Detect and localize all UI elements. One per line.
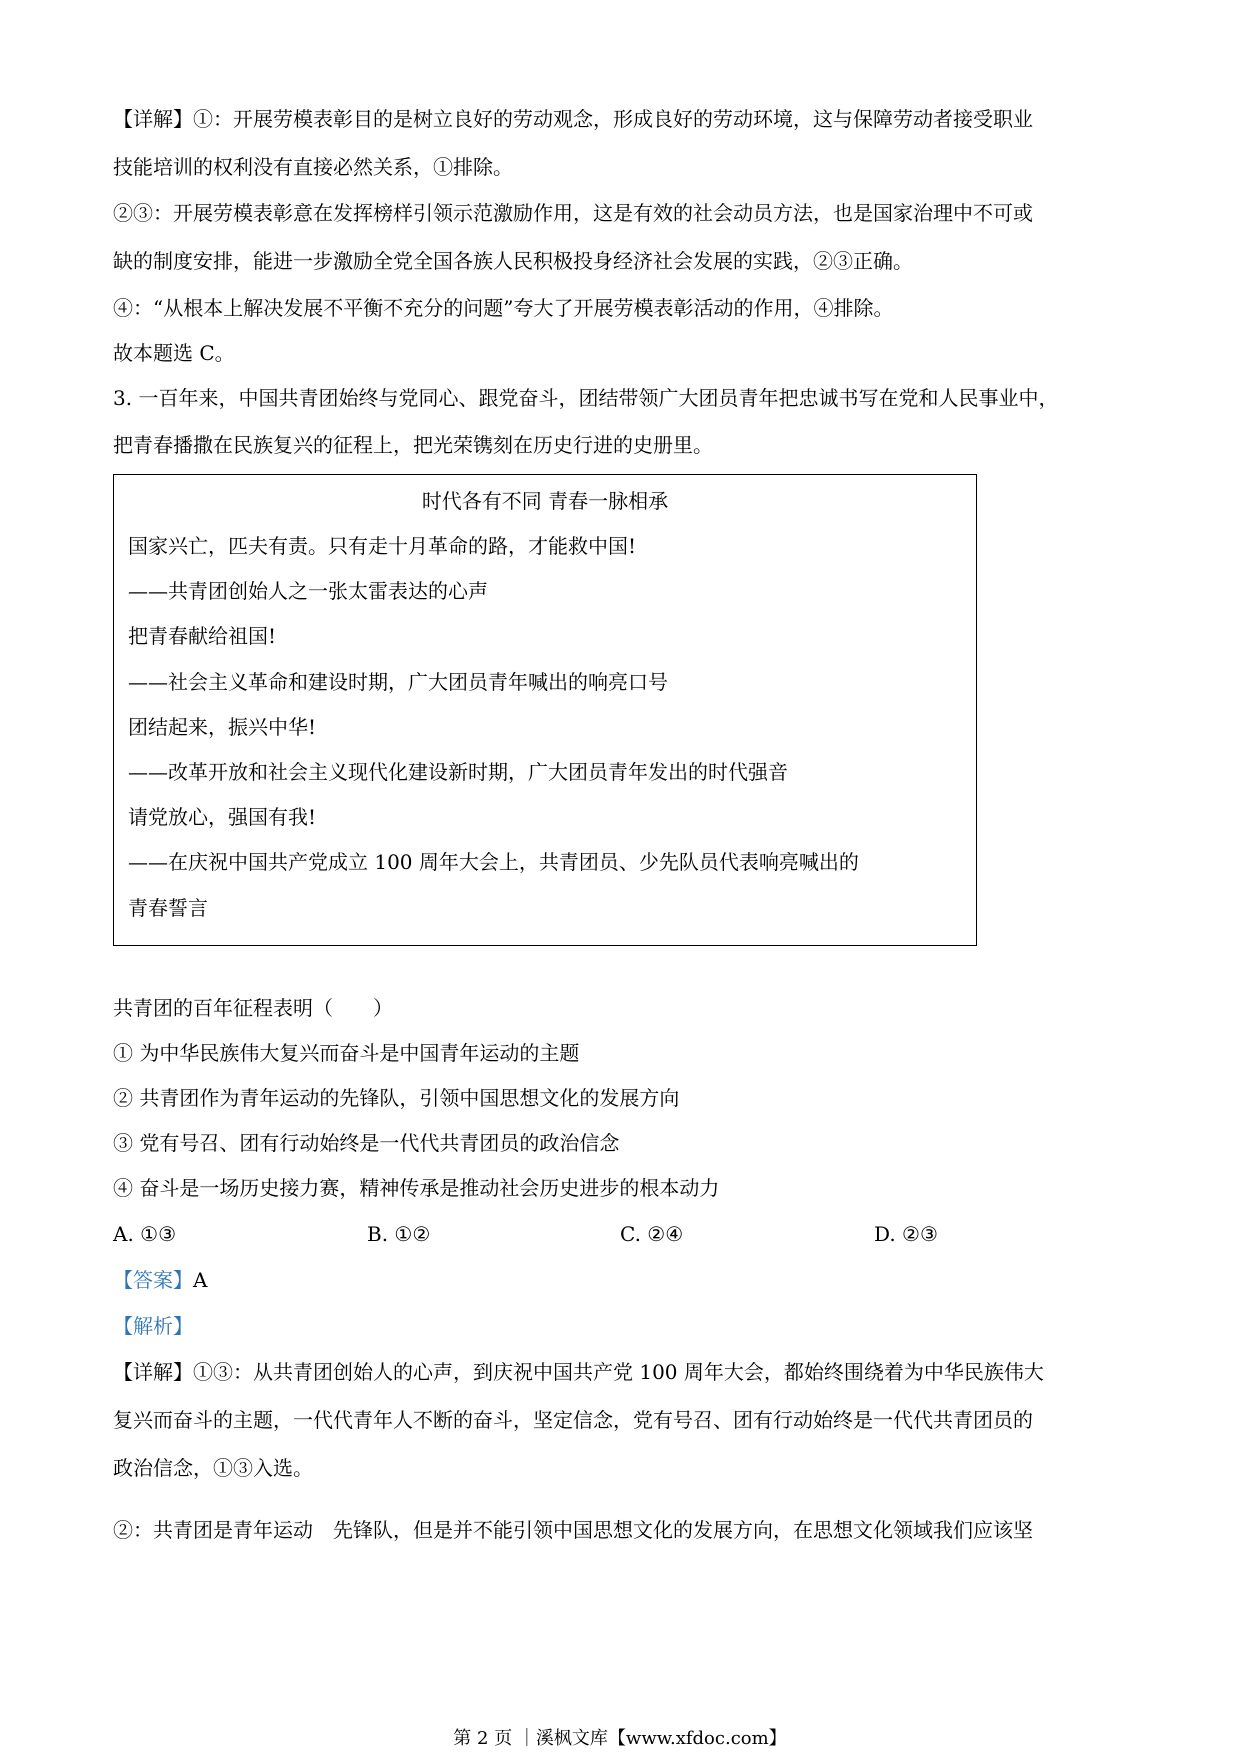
detail-q2-line4: 缺的制度安排，能进一步激励全党全国各族人民积极投身经济社会发展的实践，②③正确。: [113, 249, 913, 273]
quote-box-line: ——在庆祝中国共产党成立 100 周年大会上，共青团员、少先队员代表响亮喊出的: [128, 850, 859, 874]
quote-box-line: ——改革开放和社会主义现代化建设新时期，广大团员青年发出的时代强音: [128, 760, 788, 784]
option-b: B. ①②: [367, 1222, 431, 1246]
question3-stem-line2: 把青春播撒在民族复兴的征程上，把光荣镌刻在历史行进的史册里。: [113, 433, 713, 457]
option-d: D. ②③: [874, 1222, 938, 1246]
question3-prompt: 共青团的百年征程表明（ ）: [113, 996, 393, 1020]
answer-label: 【答案】: [113, 1268, 193, 1292]
detail-q3-line2: 复兴而奋斗的主题，一代代青年人不断的奋斗，坚定信念，党有号召、团有行动始终是一代代共青团员的: [113, 1408, 1033, 1432]
statement-3: ③ 党有号召、团有行动始终是一代代共青团员的政治信念: [113, 1131, 620, 1155]
quote-box-line: ——共青团创始人之一张太雷表达的心声: [128, 579, 488, 603]
detail-q2-line2: 技能培训的权利没有直接必然关系，①排除。: [113, 155, 513, 179]
statement-1: ① 为中华民族伟大复兴而奋斗是中国青年运动的主题: [113, 1041, 580, 1065]
quote-box-line: 国家兴亡，匹夫有责。只有走十月革命的路，才能救中国!: [128, 534, 637, 558]
quote-box-line: 青春誓言: [128, 896, 208, 920]
answer-value: A: [193, 1268, 208, 1292]
detail-q2-line5: ④：“从根本上解决发展不平衡不充分的问题”夸大了开展劳模表彰活动的作用，④排除。: [113, 296, 894, 320]
answer-line: [113, 1268, 207, 1292]
option-c: C. ②④: [620, 1222, 684, 1246]
analysis-label: 【解析】: [113, 1314, 193, 1338]
quote-box-line: 请党放心，强国有我!: [128, 805, 317, 829]
quote-box-line: 团结起来，振兴中华!: [128, 715, 317, 739]
detail-q2-line1: 【详解】①：开展劳模表彰目的是树立良好的劳动观念，形成良好的劳动环境，这与保障劳动者接受职业: [113, 107, 1033, 131]
detail-q2-line3: ②③：开展劳模表彰意在发挥榜样引领示范激励作用，这是有效的社会动员方法，也是国家治理中不可或: [113, 201, 1033, 225]
statement-4: ④ 奋斗是一场历史接力赛，精神传承是推动社会历史进步的根本动力: [113, 1176, 720, 1200]
quote-box-line: 把青春献给祖国!: [128, 624, 277, 648]
detail-q3-line3: 政治信念，①③入选。: [113, 1456, 313, 1480]
question3-stem-line1: 3. 一百年来，中国共青团始终与党同心、跟党奋斗，团结带领广大团员青年把忠诚书写在党和人民事业中，: [113, 386, 1059, 410]
statement-2: ② 共青团作为青年运动的先锋队，引领中国思想文化的发展方向: [113, 1086, 680, 1110]
quote-box-line: ——社会主义革命和建设时期，广大团员青年喊出的响亮口号: [128, 670, 668, 694]
detail-q3-line1: 【详解】①③：从共青团创始人的心声，到庆祝中国共产党 100 周年大会，都始终围绕着为中华民族伟大: [113, 1360, 1044, 1384]
detail-q3-line4: ②：共青团是青年运动 先锋队，但是并不能引领中国思想文化的发展方向，在思想文化领域我们应该坚: [113, 1518, 1033, 1542]
quote-box-title: 时代各有不同 青春一脉相承: [421, 489, 669, 513]
option-a: A. ①③: [113, 1222, 177, 1246]
page-footer: 第 2 页 ｜溪枫文库【www.xfdoc.com】: [453, 1728, 787, 1749]
quote-box: [113, 474, 977, 946]
detail-q2-conclusion: 故本题选 C。: [113, 341, 235, 365]
